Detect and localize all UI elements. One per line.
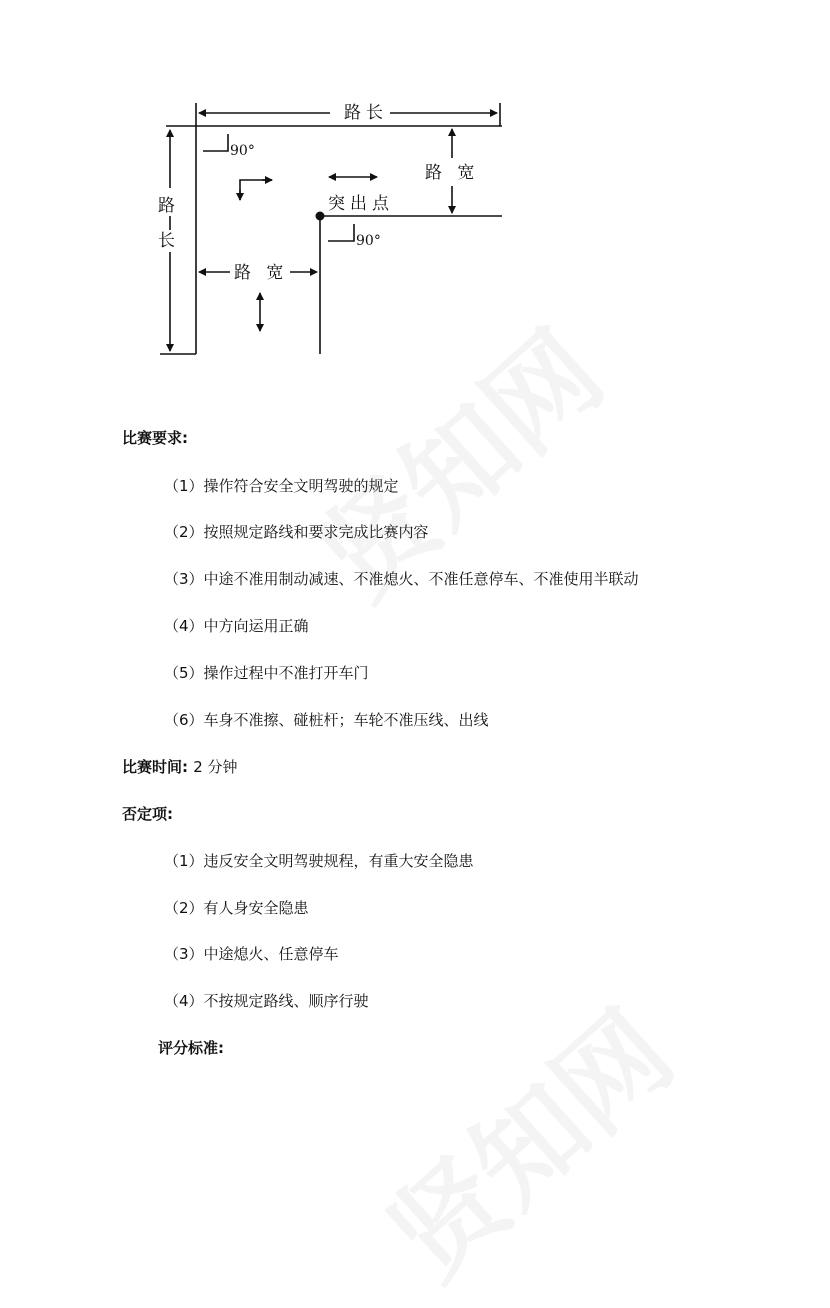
angle-mark-top (203, 134, 228, 151)
left-length-label-1: 路 (158, 196, 180, 216)
requirements-heading: 比赛要求: (122, 429, 188, 447)
scoring-heading: 评分标准: (158, 1039, 224, 1057)
veto-item: （3）中途熄火、任意停车 (164, 945, 339, 963)
requirement-item: （2）按照规定路线和要求完成比赛内容 (164, 523, 429, 541)
veto-item: （1）违反安全文明驾驶规程，有重大安全隐患 (164, 852, 474, 870)
left-length-label-2: 长 (158, 231, 180, 251)
watermark (350, 970, 701, 1308)
top-length-label: 路长 (344, 103, 388, 123)
requirement-item: （6）车身不准擦、碰桩杆；车轮不准压线、出线 (164, 711, 489, 729)
requirement-item: （1）操作符合安全文明驾驶的规定 (164, 477, 399, 495)
requirement-item: （3）中途不准用制动减速、不准熄火、不准任意停车、不准使用半联动 (164, 570, 639, 588)
time-value: 2 分钟 (193, 758, 238, 776)
protrusion-point (316, 212, 325, 221)
road-diagram (0, 0, 830, 380)
requirement-item: （4）中方向运用正确 (164, 617, 309, 635)
veto-heading: 否定项: (122, 805, 173, 823)
right-width-label: 路 宽 (425, 163, 480, 183)
bottom-width-label: 路 宽 (234, 263, 289, 283)
time-heading: 比赛时间: (122, 758, 188, 776)
time-row (122, 757, 238, 777)
turn-arrow (240, 180, 272, 200)
requirement-item: （5）操作过程中不准打开车门 (164, 664, 369, 682)
protrusion-label: 突出点 (328, 194, 394, 214)
angle-mark-inner (328, 224, 354, 241)
veto-item: （4）不按规定路线、顺序行驶 (164, 992, 369, 1010)
angle-label-inner: 90° (356, 233, 381, 249)
veto-item: （2）有人身安全隐患 (164, 899, 309, 917)
angle-label-top: 90° (230, 143, 255, 159)
